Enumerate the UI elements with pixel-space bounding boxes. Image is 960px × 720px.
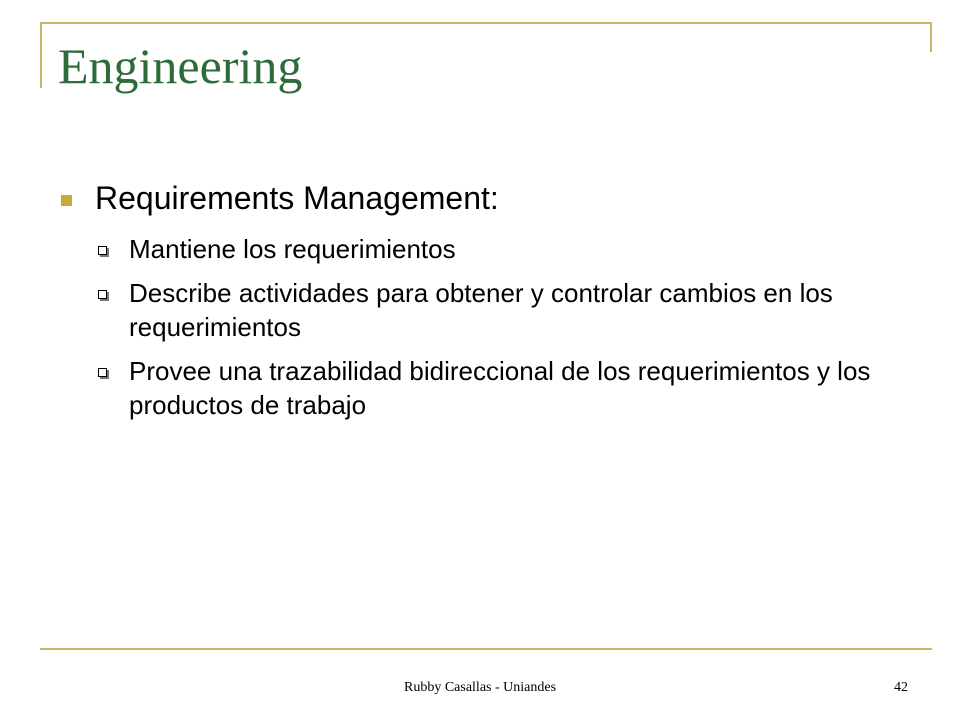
sub-bullet-item <box>58 232 889 266</box>
frame-left-line <box>40 22 42 88</box>
bullet-label: Requirements Management: <box>95 180 499 216</box>
hollow-square-bullet-icon <box>98 368 107 377</box>
sub-bullet-list <box>58 232 918 422</box>
sub-bullet-item <box>58 276 889 344</box>
page-number: 42 <box>894 680 908 695</box>
frame-right-line <box>930 22 932 52</box>
hollow-square-bullet-icon <box>98 246 107 255</box>
slide-content <box>58 178 918 432</box>
slide-title: Engineering <box>58 38 303 94</box>
sub-bullet-text: Describe actividades para obtener y controlar cambios en los requerimientos <box>129 278 833 342</box>
footer-text: Rubby Casallas - Uniandes <box>403 680 557 695</box>
footer-divider-line <box>40 648 932 650</box>
square-bullet-icon <box>61 195 72 206</box>
bullet-requirements-management <box>58 178 918 218</box>
sub-bullet-text: Provee una trazabilidad bidireccional de los requerimientos y los productos de trabajo <box>129 356 871 420</box>
sub-bullet-item <box>58 354 889 422</box>
sub-bullet-text: Mantiene los requerimientos <box>129 234 456 264</box>
frame-top-line <box>40 22 932 24</box>
hollow-square-bullet-icon <box>98 290 107 299</box>
